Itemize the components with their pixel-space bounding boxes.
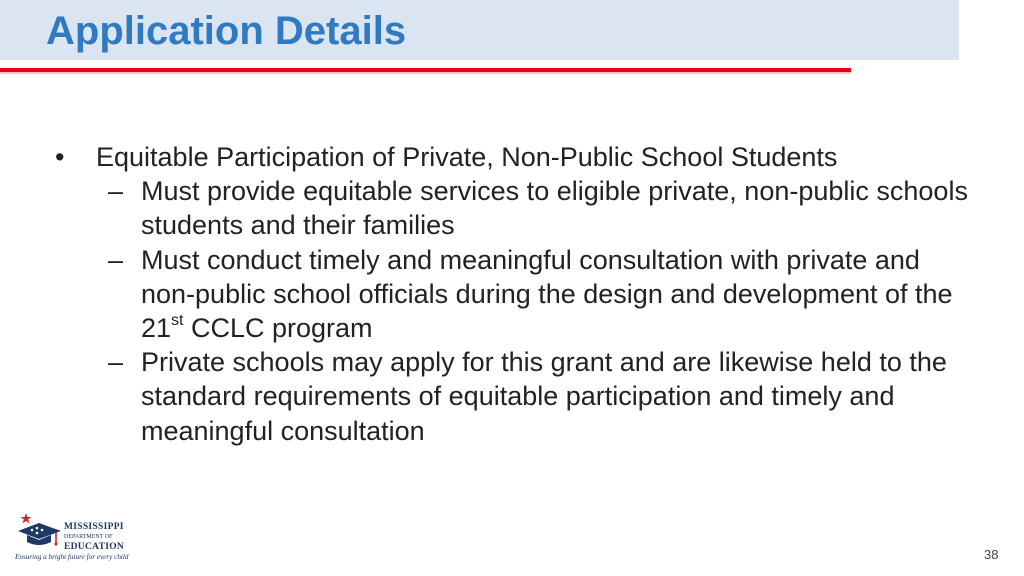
sub-bullet-3 [0, 345, 976, 448]
bullet-icon: • [55, 142, 65, 172]
main-bullet-text: Equitable Participation of Private, Non-Public School Students [96, 142, 838, 172]
slide-title: Application Details [46, 9, 407, 53]
dash-icon: – [108, 176, 124, 207]
logo-tagline: Ensuring a bright future for every child [15, 553, 129, 561]
dash-icon: – [108, 244, 124, 275]
page-number: 38 [984, 547, 999, 562]
logo-text-line-3: EDUCATION [64, 542, 125, 552]
logo-text-line-1: MISSISSIPPI [64, 522, 124, 532]
slide-body [0, 140, 1000, 448]
title-underline-shadow [0, 72, 851, 74]
main-bullet [0, 140, 1000, 174]
dash-icon: – [108, 347, 124, 378]
sub-bullet-text-part: Must conduct timely and meaningful consultation with private and non-public school officials during the design and development of the 21 [141, 244, 953, 344]
graduation-cap-icon [15, 510, 65, 556]
sub-bullet-text-part: CCLC program [183, 313, 373, 344]
sub-bullet-text: Must provide equitable services to eligible private, non-public schools students and their families [141, 176, 968, 241]
ordinal-superscript: st [171, 312, 184, 330]
sub-bullet-text [141, 245, 953, 343]
logo-text-line-2: DEPARTMENT OF [64, 534, 113, 540]
sub-bullet-text: Private schools may apply for this grant and are likewise held to the standard requirements of equitable participation and timely and meaningful consultation [141, 347, 947, 446]
sub-bullet-1 [0, 174, 976, 242]
sub-bullet-2 [0, 243, 976, 346]
mde-logo [15, 510, 135, 566]
